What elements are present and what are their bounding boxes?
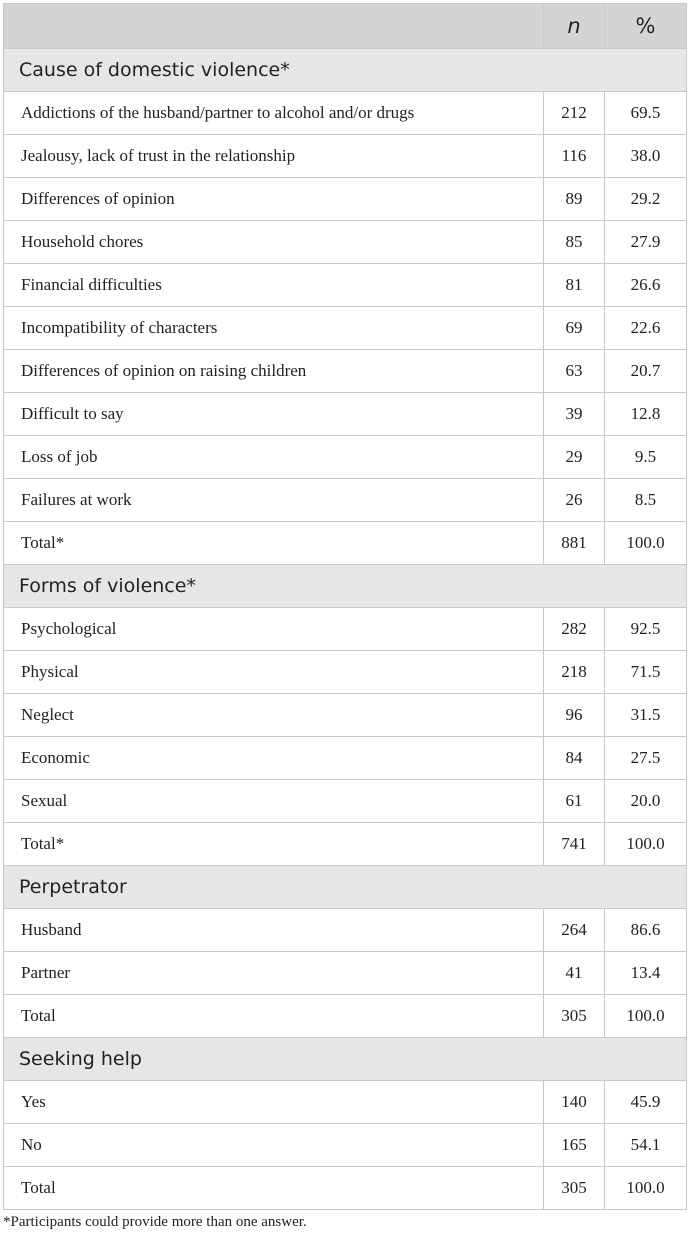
row-percent: 31.5: [605, 694, 687, 737]
section-title: Seeking help: [4, 1038, 687, 1081]
table-row: [4, 995, 687, 1038]
table-row: [4, 1124, 687, 1167]
row-n: 282: [544, 608, 605, 651]
row-label: Incompatibility of characters: [4, 307, 544, 350]
row-label: Psychological: [4, 608, 544, 651]
header-percent: %: [605, 4, 687, 49]
row-n: 116: [544, 135, 605, 178]
table-row: [4, 350, 687, 393]
table-row: [4, 651, 687, 694]
table-row: [4, 92, 687, 135]
row-n: 29: [544, 436, 605, 479]
row-n: 264: [544, 909, 605, 952]
row-label: No: [4, 1124, 544, 1167]
row-n: 96: [544, 694, 605, 737]
row-n: 69: [544, 307, 605, 350]
row-n: 305: [544, 995, 605, 1038]
row-percent: 45.9: [605, 1081, 687, 1124]
row-percent: 86.6: [605, 909, 687, 952]
row-label: Difficult to say: [4, 393, 544, 436]
row-percent: 22.6: [605, 307, 687, 350]
row-label: Household chores: [4, 221, 544, 264]
row-n: 63: [544, 350, 605, 393]
row-n: 26: [544, 479, 605, 522]
row-percent: 69.5: [605, 92, 687, 135]
row-percent: 100.0: [605, 522, 687, 565]
row-n: 881: [544, 522, 605, 565]
table-row: [4, 952, 687, 995]
row-n: 41: [544, 952, 605, 995]
row-label: Differences of opinion: [4, 178, 544, 221]
table-row: [4, 479, 687, 522]
table-row: [4, 436, 687, 479]
row-label: Husband: [4, 909, 544, 952]
row-percent: 26.6: [605, 264, 687, 307]
row-label: Partner: [4, 952, 544, 995]
header-n: n: [544, 4, 605, 49]
table-row: [4, 135, 687, 178]
row-percent: 38.0: [605, 135, 687, 178]
table-row: [4, 737, 687, 780]
row-percent: 13.4: [605, 952, 687, 995]
table-row: [4, 1167, 687, 1210]
row-n: 165: [544, 1124, 605, 1167]
row-percent: 8.5: [605, 479, 687, 522]
section-header-row: [4, 866, 687, 909]
row-n: 218: [544, 651, 605, 694]
table-row: [4, 780, 687, 823]
row-percent: 27.9: [605, 221, 687, 264]
section-header-row: [4, 565, 687, 608]
table-row: [4, 393, 687, 436]
row-percent: 9.5: [605, 436, 687, 479]
row-label: Failures at work: [4, 479, 544, 522]
row-label: Neglect: [4, 694, 544, 737]
row-n: 741: [544, 823, 605, 866]
row-label: Physical: [4, 651, 544, 694]
table-row: [4, 1081, 687, 1124]
row-n: 61: [544, 780, 605, 823]
row-label: Total*: [4, 522, 544, 565]
data-table: [3, 3, 687, 1210]
table-row: [4, 694, 687, 737]
row-percent: 92.5: [605, 608, 687, 651]
row-n: 81: [544, 264, 605, 307]
table-row: [4, 307, 687, 350]
row-percent: 29.2: [605, 178, 687, 221]
table-row: [4, 178, 687, 221]
row-n: 140: [544, 1081, 605, 1124]
row-label: Economic: [4, 737, 544, 780]
row-percent: 12.8: [605, 393, 687, 436]
row-label: Yes: [4, 1081, 544, 1124]
row-percent: 71.5: [605, 651, 687, 694]
section-header-row: [4, 49, 687, 92]
section-title: Forms of violence*: [4, 565, 687, 608]
row-label: Differences of opinion on raising children: [4, 350, 544, 393]
table-footnote: *Participants could provide more than one answer.: [3, 1214, 307, 1230]
row-label: Total: [4, 995, 544, 1038]
row-percent: 20.0: [605, 780, 687, 823]
row-label: Addictions of the husband/partner to alcohol and/or drugs: [4, 92, 544, 135]
row-n: 89: [544, 178, 605, 221]
row-percent: 100.0: [605, 995, 687, 1038]
section-title: Perpetrator: [4, 866, 687, 909]
row-n: 305: [544, 1167, 605, 1210]
row-label: Total: [4, 1167, 544, 1210]
table-row: [4, 608, 687, 651]
table-row: [4, 221, 687, 264]
row-percent: 100.0: [605, 1167, 687, 1210]
row-percent: 100.0: [605, 823, 687, 866]
table-header-row: [4, 4, 687, 49]
header-label-column: [4, 4, 544, 49]
row-label: Financial difficulties: [4, 264, 544, 307]
row-n: 85: [544, 221, 605, 264]
row-percent: 27.5: [605, 737, 687, 780]
table-row: [4, 823, 687, 866]
row-n: 212: [544, 92, 605, 135]
row-percent: 54.1: [605, 1124, 687, 1167]
row-label: Loss of job: [4, 436, 544, 479]
table-row: [4, 522, 687, 565]
table-row: [4, 909, 687, 952]
row-percent: 20.7: [605, 350, 687, 393]
row-label: Total*: [4, 823, 544, 866]
row-n: 39: [544, 393, 605, 436]
table-row: [4, 264, 687, 307]
section-header-row: [4, 1038, 687, 1081]
section-title: Cause of domestic violence*: [4, 49, 687, 92]
row-label: Sexual: [4, 780, 544, 823]
row-n: 84: [544, 737, 605, 780]
row-label: Jealousy, lack of trust in the relationship: [4, 135, 544, 178]
